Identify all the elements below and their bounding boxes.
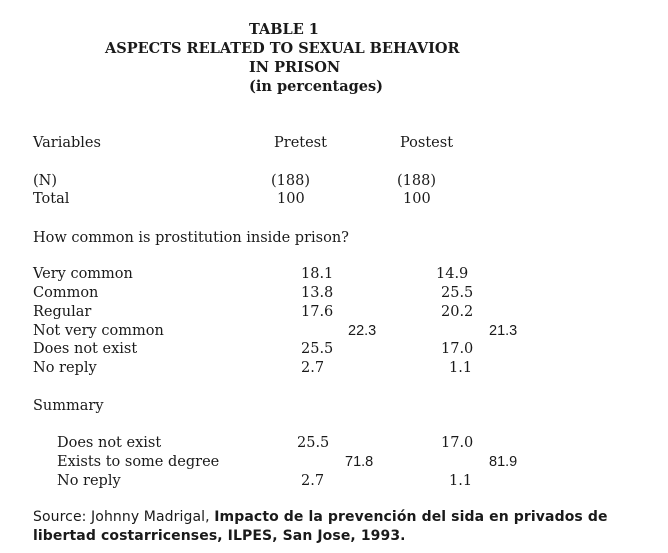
total-postest: 100 — [403, 191, 431, 207]
row-postest-value: 1.1 — [449, 360, 473, 376]
table-title-line-2: IN PRISON — [249, 59, 341, 76]
row-pretest-value: 17.6 — [301, 304, 334, 320]
row-pretest-value: 2.7 — [301, 360, 325, 376]
row-pretest-value: 25.5 — [301, 341, 334, 357]
row-label: No reply — [33, 360, 97, 376]
row-label: Common — [33, 285, 99, 301]
summary-row-label: Exists to some degree — [57, 454, 220, 470]
source-citation: Impacto de la prevención del sida en privados de libertad costarricenses, ILPES, San Jose, 1993. — [33, 509, 608, 544]
row-postest-value: 17.0 — [441, 341, 474, 357]
total-label: Total — [33, 191, 70, 207]
summary-pretest-value: 2.7 — [301, 473, 325, 489]
column-header-variables: Variables — [33, 135, 101, 151]
row-label: Not very common — [33, 323, 164, 339]
table-subtitle: (in percentages) — [249, 78, 384, 95]
summary-pretest-value: 25.5 — [297, 435, 330, 451]
row-postest-value: 21.3 — [489, 323, 518, 339]
summary-row-label: No reply — [57, 473, 121, 489]
summary-postest-value: 1.1 — [449, 473, 473, 489]
row-postest-value: 20.2 — [441, 304, 474, 320]
question-heading: How common is prostitution inside prison? — [33, 230, 349, 246]
summary-row-label: Does not exist — [57, 435, 162, 451]
summary-pretest-value: 71.8 — [345, 454, 374, 470]
table-number: TABLE 1 — [249, 21, 319, 38]
n-pretest: (188) — [271, 173, 310, 189]
n-postest: (188) — [397, 173, 436, 189]
summary-postest-value: 81.9 — [489, 454, 518, 470]
column-header-pretest: Pretest — [274, 135, 327, 151]
summary-postest-value: 17.0 — [441, 435, 474, 451]
row-pretest-value: 22.3 — [348, 323, 377, 339]
row-label: Does not exist — [33, 341, 138, 357]
table-title: ASPECTS RELATED TO SEXUAL BEHAVIOR — [105, 40, 460, 57]
row-postest-value: 25.5 — [441, 285, 474, 301]
column-header-postest: Postest — [400, 135, 454, 151]
n-label: (N) — [33, 173, 58, 189]
source-note — [33, 508, 663, 546]
row-label: Regular — [33, 304, 92, 320]
row-postest-value: 14.9 — [436, 266, 469, 282]
row-pretest-value: 13.8 — [301, 285, 334, 301]
row-label: Very common — [33, 266, 133, 282]
summary-heading: Summary — [33, 398, 104, 414]
row-pretest-value: 18.1 — [301, 266, 334, 282]
source-prefix: Source: Johnny Madrigal, — [33, 509, 215, 525]
total-pretest: 100 — [277, 191, 305, 207]
